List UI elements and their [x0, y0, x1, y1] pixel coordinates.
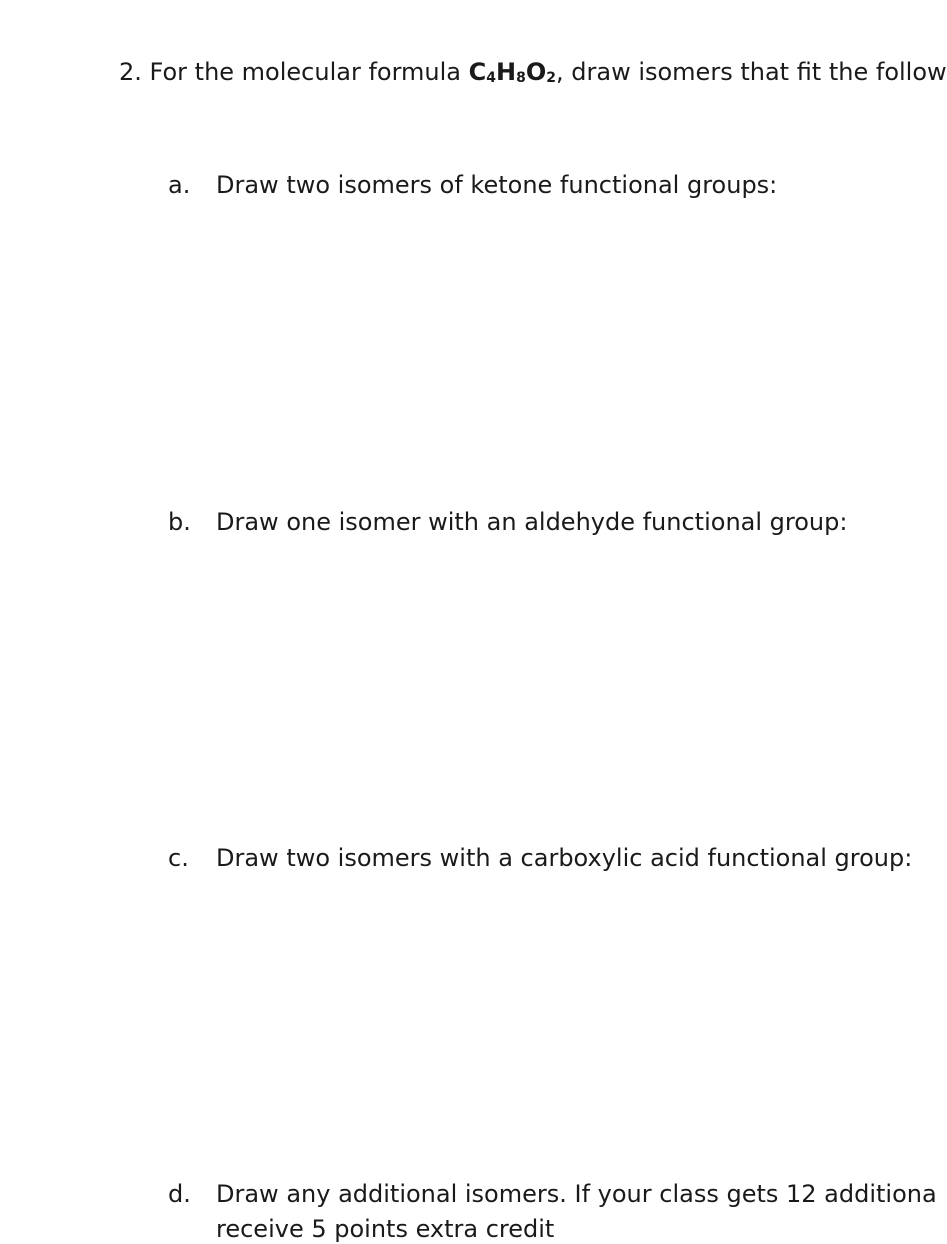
question-number: 2. — [119, 58, 142, 86]
item-letter-a: a. — [168, 171, 191, 199]
item-d-continuation-text: receive 5 points extra credit — [216, 1215, 555, 1243]
item-text-d: Draw any additional isomers. If your class gets 12 additiona — [216, 1180, 937, 1208]
question-prompt — [119, 57, 947, 93]
item-letter-d: d. — [168, 1180, 191, 1208]
item-letter-b: b. — [168, 508, 191, 536]
item-text-b: Draw one isomer with an aldehyde functional group: — [216, 508, 848, 536]
item-text-a: Draw two isomers of ketone functional groups: — [216, 171, 778, 199]
question-tail-text: , draw isomers that fit the follow — [556, 58, 947, 86]
item-letter-c: c. — [168, 844, 189, 872]
question-lead-text: For the molecular formula — [141, 58, 469, 86]
molecular-formula: $C_4H_8O_2$ — [468, 58, 556, 86]
item-text-c: Draw two isomers with a carboxylic acid functional group: — [216, 844, 913, 872]
